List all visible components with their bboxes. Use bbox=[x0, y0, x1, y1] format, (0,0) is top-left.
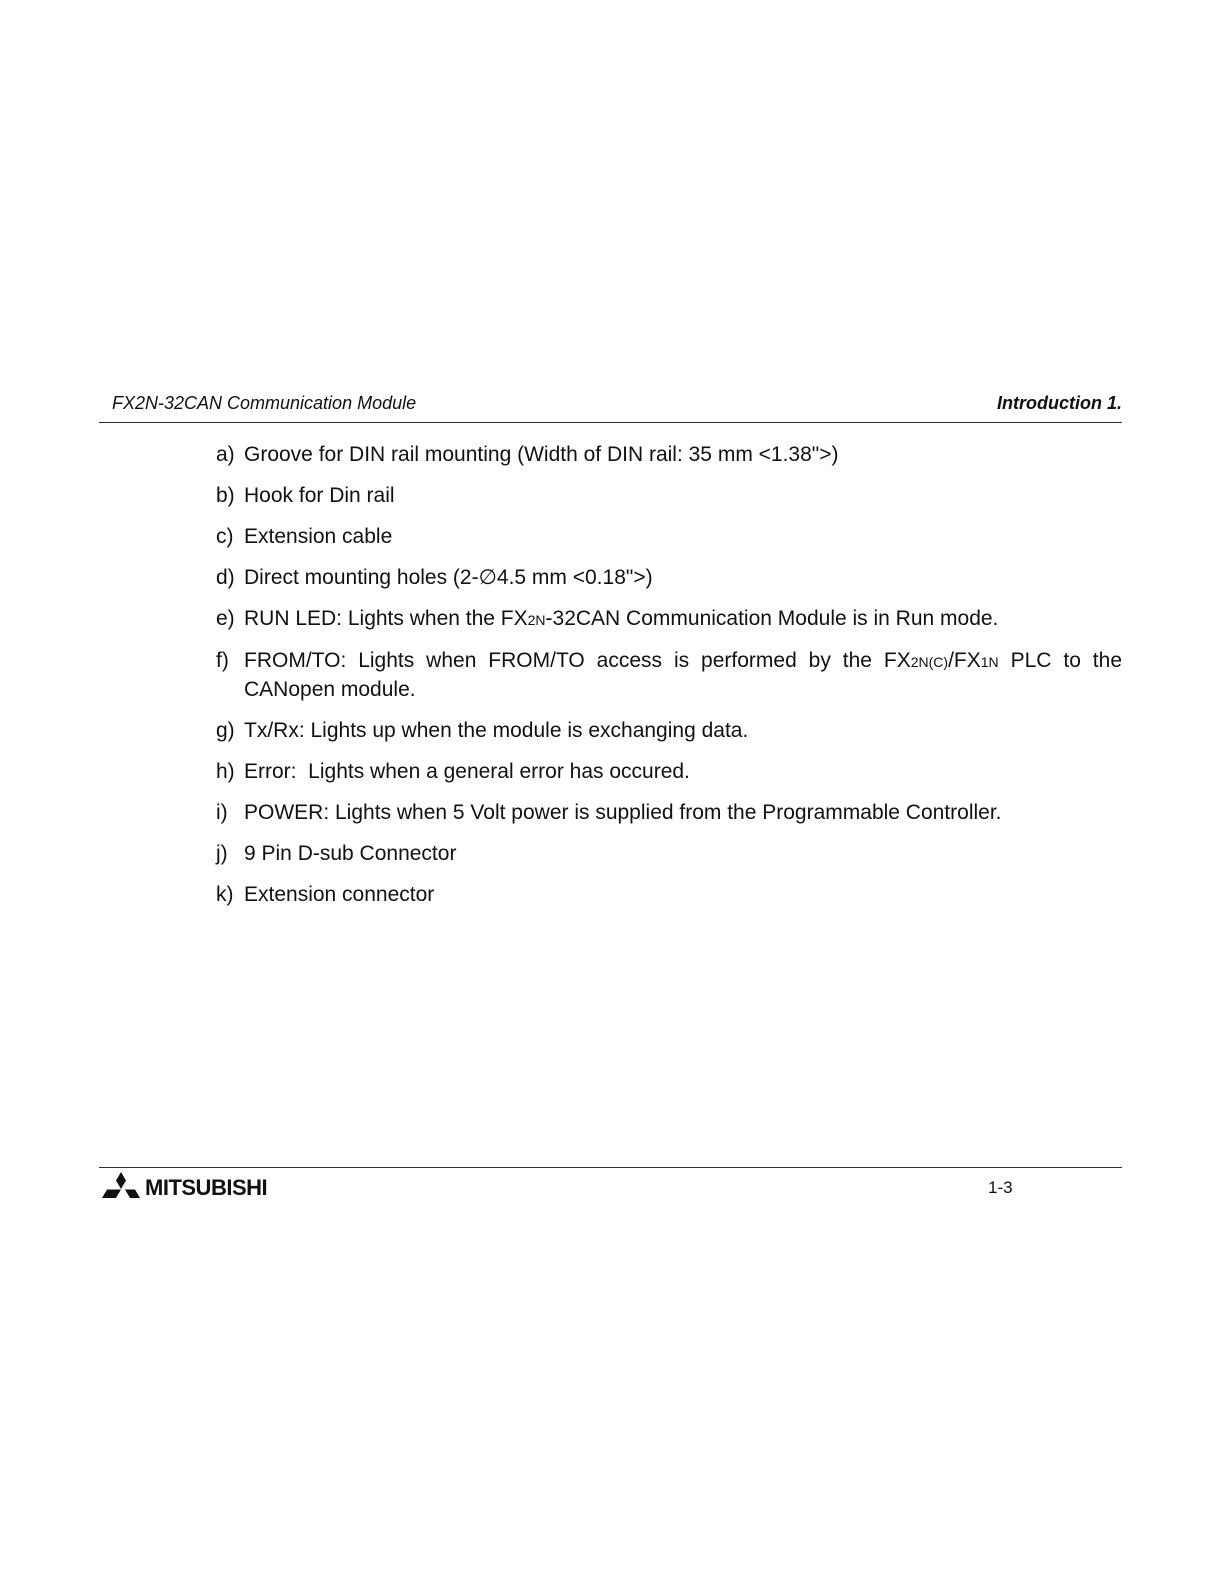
item-text: Hook for Din rail bbox=[244, 484, 395, 507]
model-subscript: 2N(C) bbox=[910, 654, 949, 670]
logo-wordmark: MITSUBISHI bbox=[145, 1175, 268, 1200]
component-list bbox=[216, 441, 1122, 922]
list-item bbox=[216, 523, 1122, 551]
item-text: Tx/Rx: Lights up when the module is exchanging data. bbox=[244, 719, 749, 742]
item-text-part: PLC to the bbox=[998, 649, 1122, 672]
item-marker: k) bbox=[216, 883, 234, 906]
chapter-title: Introduction 1. bbox=[997, 393, 1122, 413]
item-text: Groove for DIN rail mounting (Width of DIN rail: 35 mm <1.38">) bbox=[244, 443, 839, 466]
item-text: Extension cable bbox=[244, 525, 393, 548]
item-marker: g) bbox=[216, 719, 235, 742]
three-diamonds-icon bbox=[101, 1171, 141, 1205]
page-number: 1-3 bbox=[988, 1178, 1013, 1197]
list-item bbox=[216, 840, 1122, 868]
item-text: Extension connector bbox=[244, 883, 435, 906]
list-item bbox=[216, 799, 1122, 827]
list-item bbox=[216, 758, 1122, 786]
page-header bbox=[99, 388, 1122, 423]
item-marker: f) bbox=[216, 649, 229, 672]
item-text: POWER: Lights when 5 Volt power is supplied from the Programmable Controller. bbox=[244, 801, 1002, 824]
item-marker: d) bbox=[216, 566, 235, 589]
item-marker: h) bbox=[216, 760, 235, 783]
item-text bbox=[244, 647, 1122, 676]
item-text-part: FROM/TO: Lights when FROM/TO access is performed by the FX bbox=[244, 649, 911, 672]
item-text bbox=[244, 605, 1122, 634]
list-item bbox=[216, 717, 1122, 745]
item-marker: j) bbox=[216, 842, 228, 865]
list-item bbox=[216, 881, 1122, 909]
list-item bbox=[216, 647, 1122, 704]
document-title: FX2N-32CAN Communication Module bbox=[112, 393, 417, 413]
item-text: 9 Pin D-sub Connector bbox=[244, 842, 457, 865]
item-text-part: RUN LED: Lights when the FX bbox=[244, 607, 528, 630]
item-marker: a) bbox=[216, 443, 235, 466]
list-item bbox=[216, 605, 1122, 634]
item-text-continuation: CANopen module. bbox=[244, 678, 416, 701]
item-text-part: -32CAN Communication Module is in Run mode. bbox=[545, 607, 999, 630]
item-marker: c) bbox=[216, 525, 234, 548]
item-text: Error: Lights when a general error has occured. bbox=[244, 760, 690, 783]
mitsubishi-logo bbox=[101, 1171, 267, 1205]
item-marker: e) bbox=[216, 607, 235, 630]
model-subscript: 1N bbox=[980, 654, 999, 670]
item-text: Direct mounting holes (2-∅4.5 mm <0.18">) bbox=[244, 566, 653, 589]
list-item bbox=[216, 482, 1122, 510]
list-item bbox=[216, 564, 1122, 592]
page-footer bbox=[99, 1167, 1122, 1208]
list-item bbox=[216, 441, 1122, 469]
item-text-part: /FX bbox=[948, 649, 981, 672]
item-marker: i) bbox=[216, 801, 228, 824]
model-subscript: 2N bbox=[527, 612, 546, 628]
item-marker: b) bbox=[216, 484, 235, 507]
